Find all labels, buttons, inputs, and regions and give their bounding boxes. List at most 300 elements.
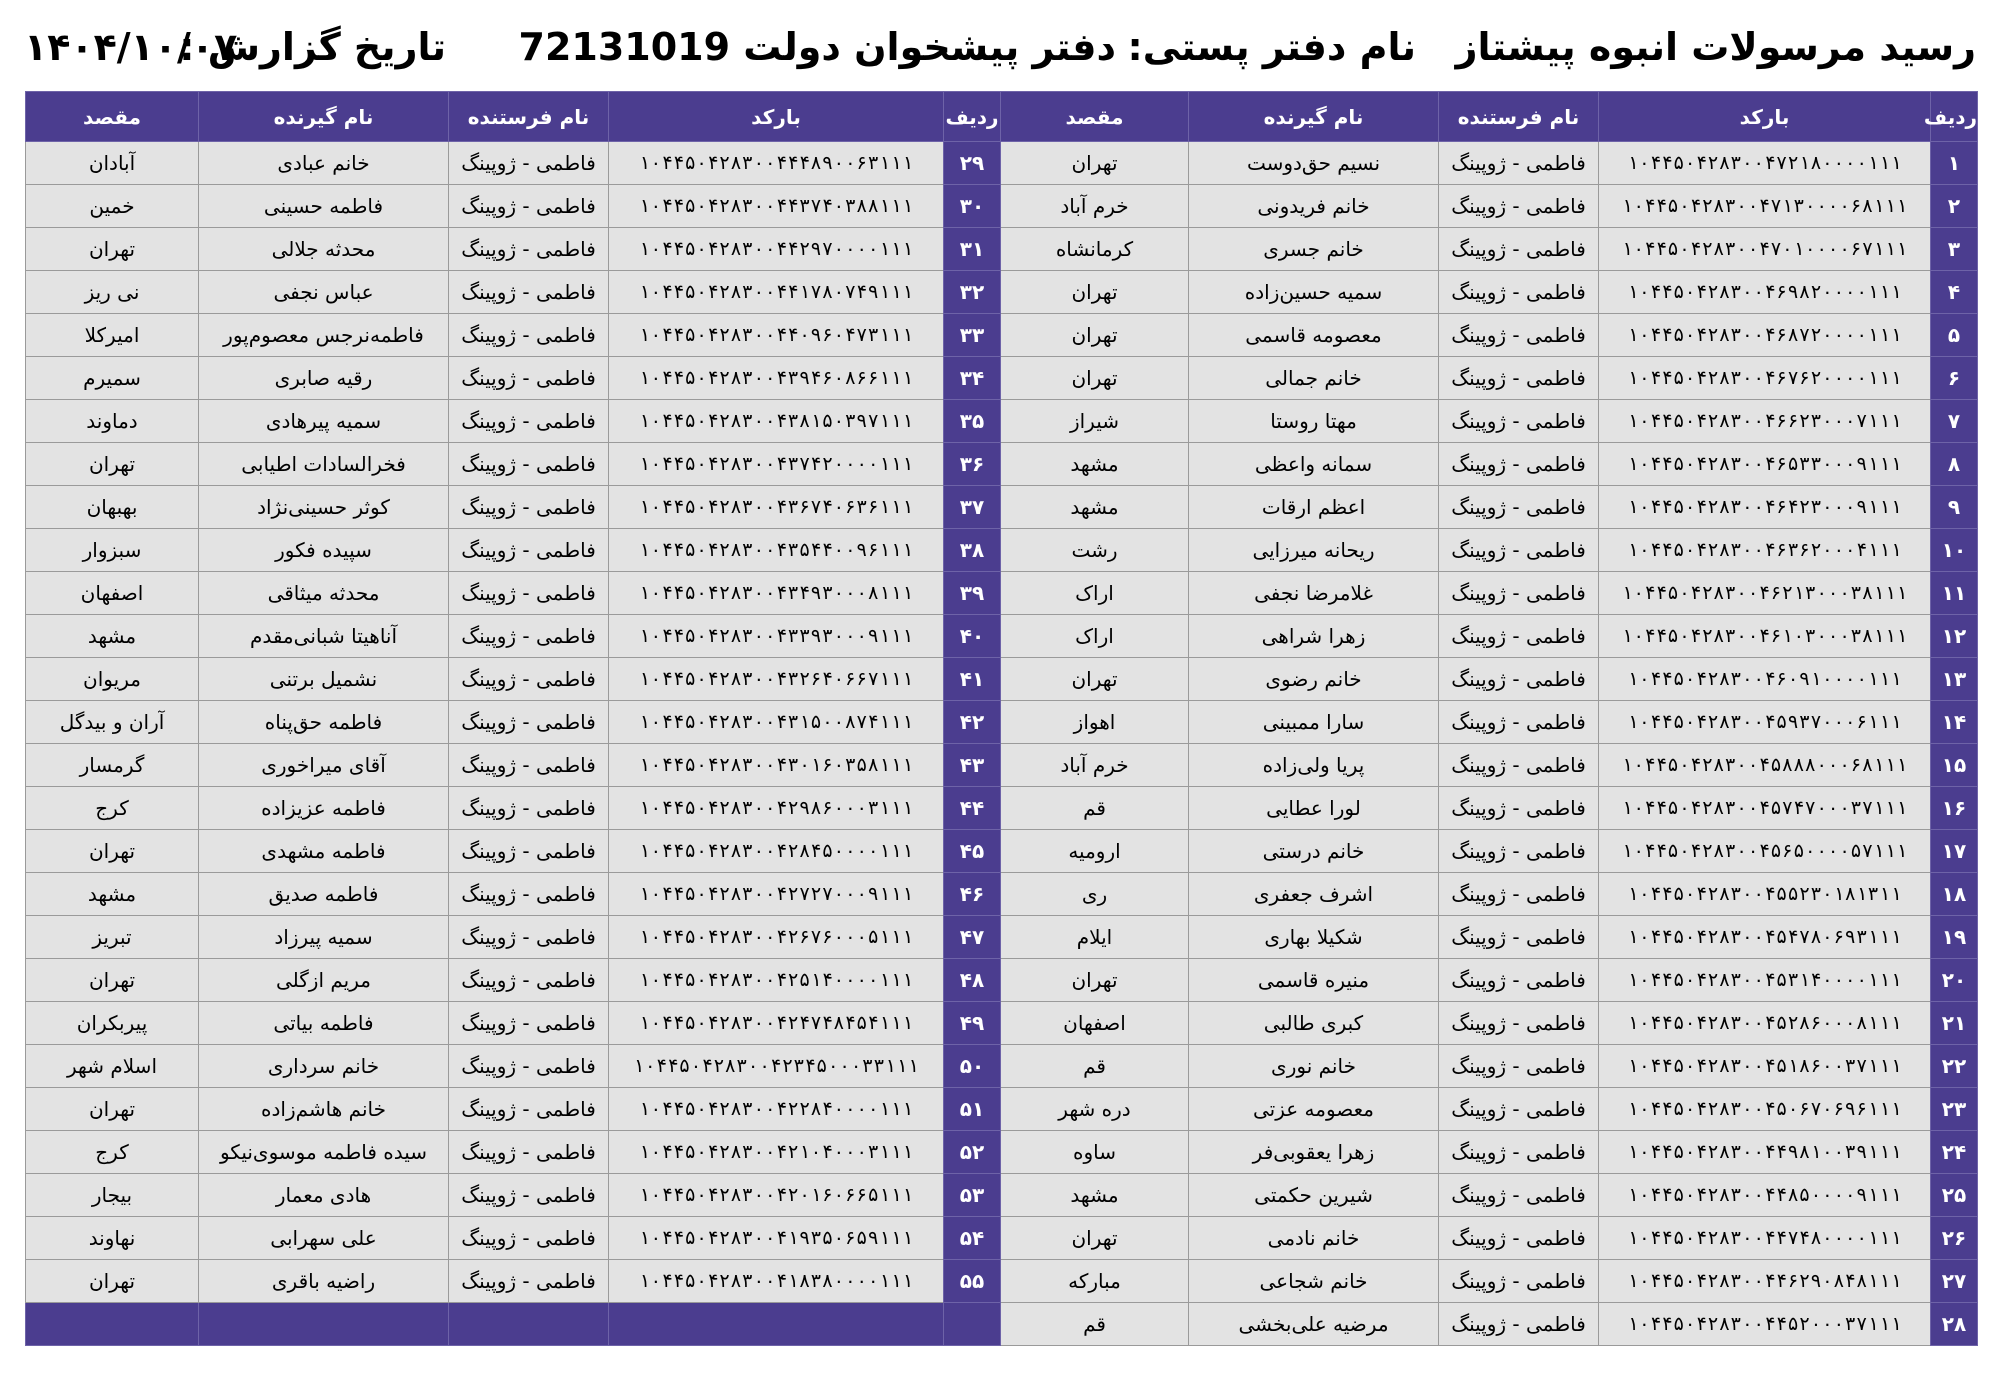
shipments-table-left	[25, 91, 1001, 1346]
recipient-cell: کبری طالبی	[1189, 1002, 1439, 1045]
sender-cell: فاطمی - ژوپینگ	[1439, 916, 1599, 959]
barcode-cell: ۱۰۴۴۵۰۴۲۸۳۰۰۴۳۸۱۵۰۳۹۷۱۱۱	[609, 400, 944, 443]
destination-cell: شیراز	[1001, 400, 1189, 443]
shipments-table-right	[1000, 91, 1978, 1346]
recipient-cell: سمیه پیرزاد	[199, 916, 449, 959]
table-row	[1001, 486, 1978, 529]
sender-cell: فاطمی - ژوپینگ	[1439, 873, 1599, 916]
sender-cell: فاطمی - ژوپینگ	[449, 916, 609, 959]
destination-cell: بیجار	[26, 1174, 199, 1217]
table-row	[26, 185, 1001, 228]
destination-cell: آران و بیدگل	[26, 701, 199, 744]
sender-cell: فاطمی - ژوپینگ	[449, 615, 609, 658]
destination-cell: تهران	[1001, 658, 1189, 701]
recipient-cell: شیرین حکمتی	[1189, 1174, 1439, 1217]
destination-cell: کرج	[26, 787, 199, 830]
sender-cell: فاطمی - ژوپینگ	[449, 486, 609, 529]
recipient-cell: خانم نادمی	[1189, 1217, 1439, 1260]
barcode-cell: ۱۰۴۴۵۰۴۲۸۳۰۰۴۴۸۵۰۰۰۰۹۱۱۱	[1599, 1174, 1931, 1217]
destination-cell: تهران	[26, 1260, 199, 1303]
sender-cell: فاطمی - ژوپینگ	[1439, 400, 1599, 443]
destination-cell: تهران	[26, 959, 199, 1002]
barcode-cell: ۱۰۴۴۵۰۴۲۸۳۰۰۴۵۷۴۷۰۰۰۳۷۱۱۱	[1599, 787, 1931, 830]
recipient-cell: خانم سرداری	[199, 1045, 449, 1088]
row-number-cell: ۲۴	[1931, 1131, 1978, 1174]
recipient-cell: مرضیه علی‌بخشی	[1189, 1303, 1439, 1346]
col-header-destination: مقصد	[1001, 92, 1189, 142]
row-number-cell: ۴۰	[944, 615, 1001, 658]
destination-cell: تبریز	[26, 916, 199, 959]
destination-cell: خرم آباد	[1001, 185, 1189, 228]
destination-cell: مشهد	[26, 873, 199, 916]
barcode-cell: ۱۰۴۴۵۰۴۲۸۳۰۰۴۶۶۲۳۰۰۰۷۱۱۱	[1599, 400, 1931, 443]
row-number-cell: ۱۷	[1931, 830, 1978, 873]
recipient-cell: خانم درستی	[1189, 830, 1439, 873]
destination-cell: اهواز	[1001, 701, 1189, 744]
sender-cell: فاطمی - ژوپینگ	[1439, 271, 1599, 314]
barcode-cell: ۱۰۴۴۵۰۴۲۸۳۰۰۴۶۲۱۳۰۰۰۳۸۱۱۱	[1599, 572, 1931, 615]
sender-cell: فاطمی - ژوپینگ	[1439, 830, 1599, 873]
table-row	[26, 228, 1001, 271]
row-number-cell: ۲۸	[1931, 1303, 1978, 1346]
row-number-cell: ۲۳	[1931, 1088, 1978, 1131]
barcode-cell: ۱۰۴۴۵۰۴۲۸۳۰۰۴۳۳۹۳۰۰۰۹۱۱۱	[609, 615, 944, 658]
destination-cell: مشهد	[26, 615, 199, 658]
table-row	[1001, 744, 1978, 787]
barcode-cell: ۱۰۴۴۵۰۴۲۸۳۰۰۴۴۳۷۴۰۳۸۸۱۱۱	[609, 185, 944, 228]
barcode-cell: ۱۰۴۴۵۰۴۲۸۳۰۰۴۶۱۰۳۰۰۰۳۸۱۱۱	[1599, 615, 1931, 658]
barcode-cell: ۱۰۴۴۵۰۴۲۸۳۰۰۴۴۹۸۱۰۰۳۹۱۱۱	[1599, 1131, 1931, 1174]
recipient-cell: سمیه حسین‌زاده	[1189, 271, 1439, 314]
table-row	[1001, 357, 1978, 400]
destination-cell: تهران	[26, 830, 199, 873]
row-number-cell: ۵۲	[944, 1131, 1001, 1174]
col-header-sender: نام فرستنده	[1439, 92, 1599, 142]
footer-cell	[609, 1303, 944, 1346]
destination-cell: گرمسار	[26, 744, 199, 787]
footer-cell	[449, 1303, 609, 1346]
barcode-cell: ۱۰۴۴۵۰۴۲۸۳۰۰۴۱۹۳۵۰۶۵۹۱۱۱	[609, 1217, 944, 1260]
col-header-barcode: بارکد	[1599, 92, 1931, 142]
table-row	[26, 916, 1001, 959]
row-number-cell: ۳۲	[944, 271, 1001, 314]
row-number-cell: ۵۴	[944, 1217, 1001, 1260]
table-row	[26, 1002, 1001, 1045]
row-number-cell: ۵۱	[944, 1088, 1001, 1131]
barcode-cell: ۱۰۴۴۵۰۴۲۸۳۰۰۴۵۵۲۳۰۱۸۱۳۱۱	[1599, 873, 1931, 916]
sender-cell: فاطمی - ژوپینگ	[1439, 744, 1599, 787]
sender-cell: فاطمی - ژوپینگ	[449, 1045, 609, 1088]
destination-cell: دره شهر	[1001, 1088, 1189, 1131]
barcode-cell: ۱۰۴۴۵۰۴۲۸۳۰۰۴۵۲۸۶۰۰۰۸۱۱۱	[1599, 1002, 1931, 1045]
table-row	[1001, 787, 1978, 830]
destination-cell: تهران	[1001, 314, 1189, 357]
destination-cell: پیربکران	[26, 1002, 199, 1045]
recipient-cell: فاطمه‌نرجس معصوم‌پور	[199, 314, 449, 357]
recipient-cell: محدثه میثاقی	[199, 572, 449, 615]
col-header-recipient: نام گیرنده	[1189, 92, 1439, 142]
recipient-cell: رقیه صابری	[199, 357, 449, 400]
table-row	[1001, 314, 1978, 357]
report-date-label: تاریخ گزارش :	[179, 25, 446, 69]
sender-cell: فاطمی - ژوپینگ	[449, 400, 609, 443]
barcode-cell: ۱۰۴۴۵۰۴۲۸۳۰۰۴۶۴۲۳۰۰۰۹۱۱۱	[1599, 486, 1931, 529]
row-number-cell: ۴۹	[944, 1002, 1001, 1045]
row-number-cell: ۶	[1931, 357, 1978, 400]
barcode-cell: ۱۰۴۴۵۰۴۲۸۳۰۰۴۶۵۳۳۰۰۰۹۱۱۱	[1599, 443, 1931, 486]
recipient-cell: عباس نجفی	[199, 271, 449, 314]
sender-cell: فاطمی - ژوپینگ	[449, 1217, 609, 1260]
recipient-cell: منیره قاسمی	[1189, 959, 1439, 1002]
barcode-cell: ۱۰۴۴۵۰۴۲۸۳۰۰۴۵۹۳۷۰۰۰۶۱۱۱	[1599, 701, 1931, 744]
col-header-row-number: ردیف	[1931, 92, 1978, 142]
recipient-cell: نشمیل برتنی	[199, 658, 449, 701]
table-row	[1001, 1260, 1978, 1303]
row-number-cell: ۱۶	[1931, 787, 1978, 830]
row-number-cell: ۱۴	[1931, 701, 1978, 744]
barcode-cell: ۱۰۴۴۵۰۴۲۸۳۰۰۴۳۲۶۴۰۶۶۷۱۱۱	[609, 658, 944, 701]
recipient-cell: خانم فریدونی	[1189, 185, 1439, 228]
row-number-cell: ۲۷	[1931, 1260, 1978, 1303]
barcode-cell: ۱۰۴۴۵۰۴۲۸۳۰۰۴۴۶۲۹۰۸۴۸۱۱۱	[1599, 1260, 1931, 1303]
sender-cell: فاطمی - ژوپینگ	[1439, 787, 1599, 830]
row-number-cell: ۱	[1931, 142, 1978, 185]
recipient-cell: فاطمه بیاتی	[199, 1002, 449, 1045]
recipient-cell: آناهیتا شبانی‌مقدم	[199, 615, 449, 658]
table-row	[26, 701, 1001, 744]
barcode-cell: ۱۰۴۴۵۰۴۲۸۳۰۰۴۴۲۹۷۰۰۰۰۱۱۱	[609, 228, 944, 271]
recipient-cell: محدثه جلالی	[199, 228, 449, 271]
row-number-cell: ۴۵	[944, 830, 1001, 873]
row-number-cell: ۱۲	[1931, 615, 1978, 658]
sender-cell: فاطمی - ژوپینگ	[1439, 1217, 1599, 1260]
row-number-cell: ۲۲	[1931, 1045, 1978, 1088]
barcode-cell: ۱۰۴۴۵۰۴۲۸۳۰۰۴۷۰۱۰۰۰۰۶۷۱۱۱	[1599, 228, 1931, 271]
report-header	[24, 16, 1976, 78]
sender-cell: فاطمی - ژوپینگ	[449, 658, 609, 701]
barcode-cell: ۱۰۴۴۵۰۴۲۸۳۰۰۴۲۳۴۵۰۰۰۳۳۱۱۱	[609, 1045, 944, 1088]
barcode-cell: ۱۰۴۴۵۰۴۲۸۳۰۰۴۶۹۸۲۰۰۰۰۱۱۱	[1599, 271, 1931, 314]
destination-cell: مشهد	[1001, 443, 1189, 486]
barcode-cell: ۱۰۴۴۵۰۴۲۸۳۰۰۴۴۵۲۰۰۰۳۷۱۱۱	[1599, 1303, 1931, 1346]
row-number-cell: ۸	[1931, 443, 1978, 486]
sender-cell: فاطمی - ژوپینگ	[1439, 314, 1599, 357]
col-header-sender: نام فرستنده	[449, 92, 609, 142]
sender-cell: فاطمی - ژوپینگ	[449, 443, 609, 486]
post-office-value: دفتر پیشخوان دولت 72131019	[518, 25, 1116, 69]
sender-cell: فاطمی - ژوپینگ	[449, 1088, 609, 1131]
barcode-cell: ۱۰۴۴۵۰۴۲۸۳۰۰۴۴۴۸۹۰۰۶۳۱۱۱	[609, 142, 944, 185]
sender-cell: فاطمی - ژوپینگ	[1439, 1131, 1599, 1174]
barcode-cell: ۱۰۴۴۵۰۴۲۸۳۰۰۴۲۱۰۴۰۰۰۳۱۱۱	[609, 1131, 944, 1174]
table-row	[1001, 529, 1978, 572]
sender-cell: فاطمی - ژوپینگ	[449, 1131, 609, 1174]
table-row	[1001, 1131, 1978, 1174]
sender-cell: فاطمی - ژوپینگ	[449, 1260, 609, 1303]
table-row	[1001, 1303, 1978, 1346]
sender-cell: فاطمی - ژوپینگ	[449, 830, 609, 873]
barcode-cell: ۱۰۴۴۵۰۴۲۸۳۰۰۴۷۲۱۸۰۰۰۰۱۱۱	[1599, 142, 1931, 185]
table-row	[26, 572, 1001, 615]
recipient-cell: غلامرضا نجفی	[1189, 572, 1439, 615]
destination-cell: تهران	[26, 443, 199, 486]
barcode-cell: ۱۰۴۴۵۰۴۲۸۳۰۰۴۵۶۵۰۰۰۰۵۷۱۱۱	[1599, 830, 1931, 873]
barcode-cell: ۱۰۴۴۵۰۴۲۸۳۰۰۴۳۹۴۶۰۸۶۶۱۱۱	[609, 357, 944, 400]
table-row	[26, 400, 1001, 443]
table-row	[1001, 916, 1978, 959]
recipient-cell: خانم نوری	[1189, 1045, 1439, 1088]
sender-cell: فاطمی - ژوپینگ	[1439, 486, 1599, 529]
row-number-cell: ۳۴	[944, 357, 1001, 400]
table-row	[26, 443, 1001, 486]
col-header-recipient: نام گیرنده	[199, 92, 449, 142]
recipient-cell: خانم هاشم‌زاده	[199, 1088, 449, 1131]
row-number-cell: ۱۳	[1931, 658, 1978, 701]
destination-cell: مشهد	[1001, 1174, 1189, 1217]
sender-cell: فاطمی - ژوپینگ	[1439, 357, 1599, 400]
barcode-cell: ۱۰۴۴۵۰۴۲۸۳۰۰۴۴۱۷۸۰۷۴۹۱۱۱	[609, 271, 944, 314]
table-row	[1001, 142, 1978, 185]
destination-cell: بهبهان	[26, 486, 199, 529]
recipient-cell: خانم رضوی	[1189, 658, 1439, 701]
barcode-cell: ۱۰۴۴۵۰۴۲۸۳۰۰۴۶۰۹۱۰۰۰۰۱۱۱	[1599, 658, 1931, 701]
table-row	[26, 1088, 1001, 1131]
barcode-cell: ۱۰۴۴۵۰۴۲۸۳۰۰۴۳۷۴۲۰۰۰۰۱۱۱	[609, 443, 944, 486]
row-number-cell: ۲۱	[1931, 1002, 1978, 1045]
destination-cell: تهران	[1001, 959, 1189, 1002]
sender-cell: فاطمی - ژوپینگ	[449, 572, 609, 615]
barcode-cell: ۱۰۴۴۵۰۴۲۸۳۰۰۴۶۸۷۲۰۰۰۰۱۱۱	[1599, 314, 1931, 357]
table-row	[26, 357, 1001, 400]
destination-cell: نی ریز	[26, 271, 199, 314]
barcode-cell: ۱۰۴۴۵۰۴۲۸۳۰۰۴۳۵۴۴۰۰۹۶۱۱۱	[609, 529, 944, 572]
recipient-cell: معصومه قاسمی	[1189, 314, 1439, 357]
sender-cell: فاطمی - ژوپینگ	[1439, 959, 1599, 1002]
row-number-cell: ۳	[1931, 228, 1978, 271]
destination-cell: دماوند	[26, 400, 199, 443]
sender-cell: فاطمی - ژوپینگ	[1439, 1174, 1599, 1217]
row-number-cell: ۱۱	[1931, 572, 1978, 615]
recipient-cell: لورا عطایی	[1189, 787, 1439, 830]
table-row	[26, 873, 1001, 916]
destination-cell: سمیرم	[26, 357, 199, 400]
recipient-cell: خانم جسری	[1189, 228, 1439, 271]
destination-cell: تهران	[1001, 271, 1189, 314]
sender-cell: فاطمی - ژوپینگ	[449, 271, 609, 314]
table-row	[26, 142, 1001, 185]
table-row	[26, 1045, 1001, 1088]
destination-cell: اصفهان	[1001, 1002, 1189, 1045]
destination-cell: تهران	[1001, 142, 1189, 185]
destination-cell: مریوان	[26, 658, 199, 701]
row-number-cell: ۲۵	[1931, 1174, 1978, 1217]
table-row	[1001, 228, 1978, 271]
col-header-row-number: ردیف	[944, 92, 1001, 142]
recipient-cell: معصومه عزتی	[1189, 1088, 1439, 1131]
footer-cell	[26, 1303, 199, 1346]
destination-cell: اصفهان	[26, 572, 199, 615]
destination-cell: اراک	[1001, 572, 1189, 615]
table-row	[26, 959, 1001, 1002]
sender-cell: فاطمی - ژوپینگ	[449, 787, 609, 830]
sender-cell: فاطمی - ژوپینگ	[1439, 185, 1599, 228]
table-row	[26, 529, 1001, 572]
table-row	[1001, 701, 1978, 744]
footer-cell	[944, 1303, 1001, 1346]
destination-cell: خمین	[26, 185, 199, 228]
barcode-cell: ۱۰۴۴۵۰۴۲۸۳۰۰۴۵۱۸۶۰۰۳۷۱۱۱	[1599, 1045, 1931, 1088]
destination-cell: کرمانشاه	[1001, 228, 1189, 271]
row-number-cell: ۱۹	[1931, 916, 1978, 959]
sender-cell: فاطمی - ژوپینگ	[1439, 701, 1599, 744]
row-number-cell: ۱۵	[1931, 744, 1978, 787]
sender-cell: فاطمی - ژوپینگ	[1439, 529, 1599, 572]
destination-cell: ساوه	[1001, 1131, 1189, 1174]
row-number-cell: ۳۳	[944, 314, 1001, 357]
destination-cell: ایلام	[1001, 916, 1189, 959]
destination-cell: تهران	[26, 1088, 199, 1131]
recipient-cell: کوثر حسینی‌نژاد	[199, 486, 449, 529]
row-number-cell: ۴۷	[944, 916, 1001, 959]
table-row	[1001, 271, 1978, 314]
sender-cell: فاطمی - ژوپینگ	[1439, 572, 1599, 615]
destination-cell: قم	[1001, 1303, 1189, 1346]
table-row	[1001, 443, 1978, 486]
destination-cell: امیرکلا	[26, 314, 199, 357]
barcode-cell: ۱۰۴۴۵۰۴۲۸۳۰۰۴۲۷۲۷۰۰۰۹۱۱۱	[609, 873, 944, 916]
row-number-cell: ۲۶	[1931, 1217, 1978, 1260]
recipient-cell: سمانه واعظی	[1189, 443, 1439, 486]
destination-cell: نهاوند	[26, 1217, 199, 1260]
recipient-cell: خانم جمالی	[1189, 357, 1439, 400]
table-row	[1001, 400, 1978, 443]
table-row	[1001, 1217, 1978, 1260]
recipient-cell: فاطمه صدیق	[199, 873, 449, 916]
destination-cell: ارومیه	[1001, 830, 1189, 873]
sender-cell: فاطمی - ژوپینگ	[1439, 1303, 1599, 1346]
barcode-cell: ۱۰۴۴۵۰۴۲۸۳۰۰۴۲۰۱۶۰۶۶۵۱۱۱	[609, 1174, 944, 1217]
destination-cell: سبزوار	[26, 529, 199, 572]
table-row	[26, 830, 1001, 873]
row-number-cell: ۱۰	[1931, 529, 1978, 572]
sender-cell: فاطمی - ژوپینگ	[449, 1174, 609, 1217]
recipient-cell: زهرا یعقوبی‌فر	[1189, 1131, 1439, 1174]
barcode-cell: ۱۰۴۴۵۰۴۲۸۳۰۰۴۳۰۱۶۰۳۵۸۱۱۱	[609, 744, 944, 787]
sender-cell: فاطمی - ژوپینگ	[1439, 1260, 1599, 1303]
table-row	[26, 271, 1001, 314]
recipient-cell: پریا ولی‌زاده	[1189, 744, 1439, 787]
table-row	[1001, 615, 1978, 658]
row-number-cell: ۳۱	[944, 228, 1001, 271]
row-number-cell: ۴۳	[944, 744, 1001, 787]
row-number-cell: ۴۶	[944, 873, 1001, 916]
destination-cell: کرج	[26, 1131, 199, 1174]
destination-cell: تهران	[1001, 357, 1189, 400]
row-number-cell: ۴۲	[944, 701, 1001, 744]
row-number-cell: ۳۵	[944, 400, 1001, 443]
sender-cell: فاطمی - ژوپینگ	[1439, 142, 1599, 185]
row-number-cell: ۱۸	[1931, 873, 1978, 916]
recipient-cell: فخرالسادات اطیابی	[199, 443, 449, 486]
row-number-cell: ۷	[1931, 400, 1978, 443]
barcode-cell: ۱۰۴۴۵۰۴۲۸۳۰۰۴۲۹۸۶۰۰۰۳۱۱۱	[609, 787, 944, 830]
row-number-cell: ۵۵	[944, 1260, 1001, 1303]
table-row	[1001, 1088, 1978, 1131]
sender-cell: فاطمی - ژوپینگ	[449, 357, 609, 400]
barcode-cell: ۱۰۴۴۵۰۴۲۸۳۰۰۴۱۸۳۸۰۰۰۰۱۱۱	[609, 1260, 944, 1303]
sender-cell: فاطمی - ژوپینگ	[449, 314, 609, 357]
destination-cell: تهران	[1001, 1217, 1189, 1260]
destination-cell: ری	[1001, 873, 1189, 916]
row-number-cell: ۳۷	[944, 486, 1001, 529]
barcode-cell: ۱۰۴۴۵۰۴۲۸۳۰۰۴۵۳۱۴۰۰۰۰۱۱۱	[1599, 959, 1931, 1002]
table-row	[26, 486, 1001, 529]
destination-cell: آبادان	[26, 142, 199, 185]
recipient-cell: خانم شجاعی	[1189, 1260, 1439, 1303]
row-number-cell: ۳۰	[944, 185, 1001, 228]
recipient-cell: فاطمه مشهدی	[199, 830, 449, 873]
barcode-cell: ۱۰۴۴۵۰۴۲۸۳۰۰۴۴۰۹۶۰۴۷۳۱۱۱	[609, 314, 944, 357]
recipient-cell: زهرا شراهی	[1189, 615, 1439, 658]
sender-cell: فاطمی - ژوپینگ	[1439, 1002, 1599, 1045]
table-row	[1001, 572, 1978, 615]
sender-cell: فاطمی - ژوپینگ	[449, 873, 609, 916]
recipient-cell: خانم عبادی	[199, 142, 449, 185]
barcode-cell: ۱۰۴۴۵۰۴۲۸۳۰۰۴۳۱۵۰۰۸۷۴۱۱۱	[609, 701, 944, 744]
sender-cell: فاطمی - ژوپینگ	[1439, 1045, 1599, 1088]
table-row	[26, 615, 1001, 658]
barcode-cell: ۱۰۴۴۵۰۴۲۸۳۰۰۴۵۰۶۷۰۶۹۶۱۱۱	[1599, 1088, 1931, 1131]
sender-cell: فاطمی - ژوپینگ	[449, 185, 609, 228]
barcode-cell: ۱۰۴۴۵۰۴۲۸۳۰۰۴۲۵۱۴۰۰۰۰۱۱۱	[609, 959, 944, 1002]
recipient-cell: مهتا روستا	[1189, 400, 1439, 443]
table-row	[26, 744, 1001, 787]
destination-cell: مشهد	[1001, 486, 1189, 529]
barcode-cell: ۱۰۴۴۵۰۴۲۸۳۰۰۴۵۸۸۸۰۰۰۶۸۱۱۱	[1599, 744, 1931, 787]
sender-cell: فاطمی - ژوپینگ	[1439, 658, 1599, 701]
col-header-destination: مقصد	[26, 92, 199, 142]
recipient-cell: فاطمه حق‌پناه	[199, 701, 449, 744]
barcode-cell: ۱۰۴۴۵۰۴۲۸۳۰۰۴۲۴۷۴۸۴۵۴۱۱۱	[609, 1002, 944, 1045]
row-number-cell: ۳۶	[944, 443, 1001, 486]
recipient-cell: سمیه پیرهادی	[199, 400, 449, 443]
row-number-cell: ۲۹	[944, 142, 1001, 185]
recipient-cell: آقای میراخوری	[199, 744, 449, 787]
row-number-cell: ۵۳	[944, 1174, 1001, 1217]
barcode-cell: ۱۰۴۴۵۰۴۲۸۳۰۰۴۲۶۷۶۰۰۰۵۱۱۱	[609, 916, 944, 959]
sender-cell: فاطمی - ژوپینگ	[449, 228, 609, 271]
recipient-cell: مریم ازگلی	[199, 959, 449, 1002]
row-number-cell: ۴	[1931, 271, 1978, 314]
table-row	[26, 658, 1001, 701]
recipient-cell: فاطمه حسینی	[199, 185, 449, 228]
sender-cell: فاطمی - ژوپینگ	[449, 529, 609, 572]
sender-cell: فاطمی - ژوپینگ	[1439, 443, 1599, 486]
col-header-barcode: بارکد	[609, 92, 944, 142]
table-row	[26, 1131, 1001, 1174]
row-number-cell: ۵	[1931, 314, 1978, 357]
sender-cell: فاطمی - ژوپینگ	[1439, 228, 1599, 271]
recipient-cell: سیده فاطمه موسوی‌نیکو	[199, 1131, 449, 1174]
barcode-cell: ۱۰۴۴۵۰۴۲۸۳۰۰۴۴۷۴۸۰۰۰۰۱۱۱	[1599, 1217, 1931, 1260]
table-header-row	[26, 92, 1001, 142]
sender-cell: فاطمی - ژوپینگ	[449, 1002, 609, 1045]
row-number-cell: ۹	[1931, 486, 1978, 529]
sender-cell: فاطمی - ژوپینگ	[1439, 1088, 1599, 1131]
report-title: رسید مرسولات انبوه پیشتاز	[1455, 25, 1976, 69]
table-row	[1001, 1174, 1978, 1217]
row-number-cell: ۴۴	[944, 787, 1001, 830]
